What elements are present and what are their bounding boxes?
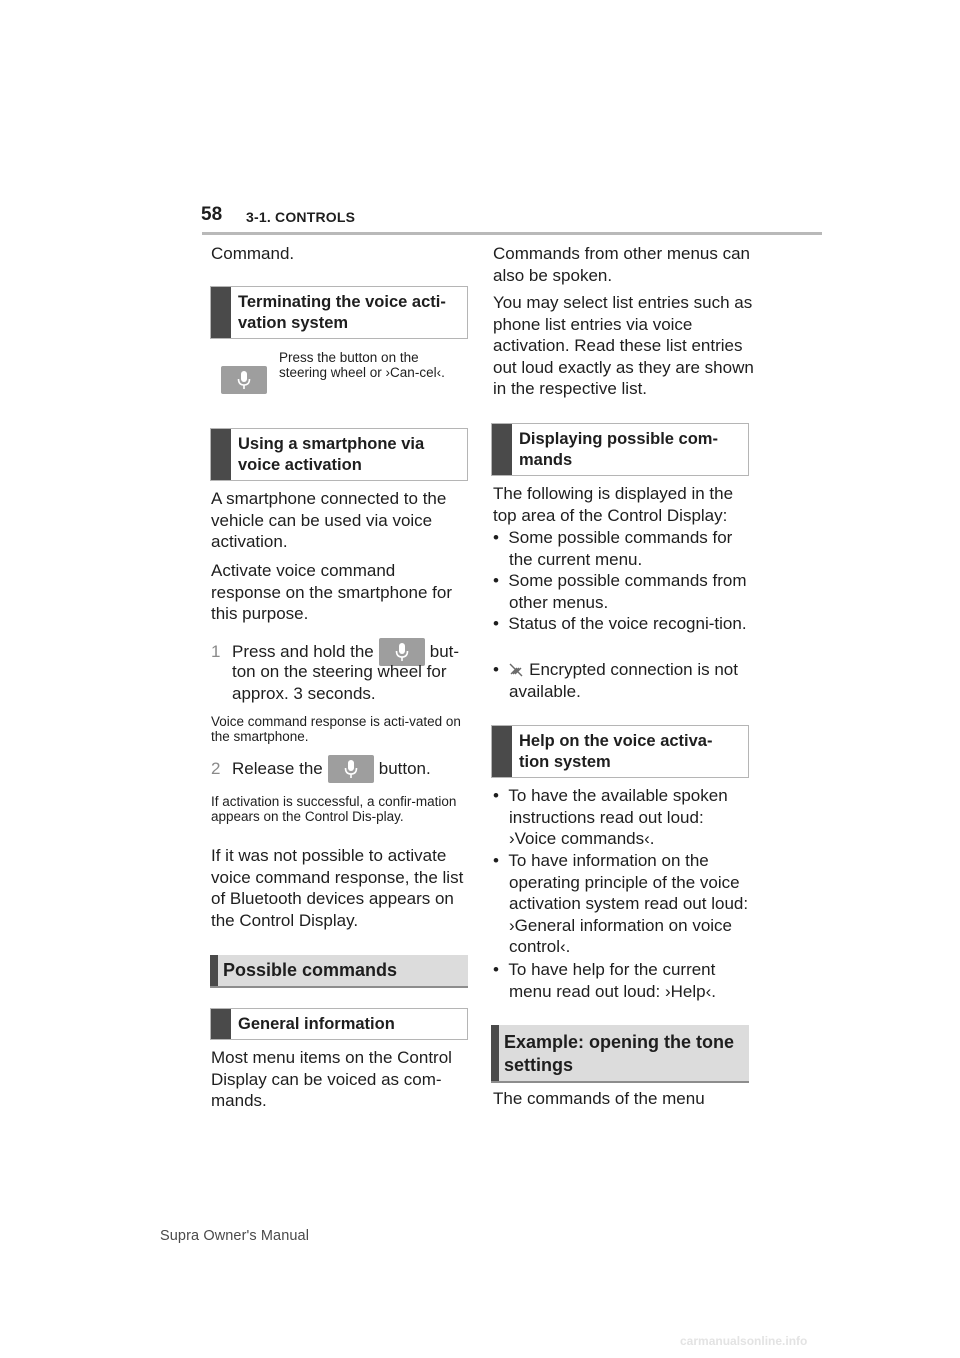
list-entries-para: You may select list entries such as phone list entries via voice activation. Read these list entries out loud exactly as they are shown in the respective list. — [493, 293, 754, 399]
header-rule — [202, 232, 822, 235]
step-2-text-post: button. — [378, 759, 431, 779]
footer-manual-title: Supra Owner's Manual — [160, 1228, 310, 1244]
example-para: The commands of the menu — [493, 1089, 705, 1108]
help-bullet-1: • To have the available spoken instructions read out loud: ›Voice commands‹. — [493, 786, 728, 849]
heading-terminate-text: Terminating the voice acti-vation system — [238, 293, 446, 332]
display-bullet-1-text: Some possible commands for the current menu. — [508, 528, 733, 569]
smartphone-para-1: A smartphone connected to the vehicle can be used via voice activation. — [211, 489, 447, 552]
step-2-number: 2 — [211, 759, 221, 779]
help-bullet-3: • To have help for the current menu read out loud: ›Help‹. — [493, 960, 716, 1001]
step-1-text-post: but- — [429, 642, 460, 662]
heading-bar — [211, 287, 231, 338]
heading-bar — [210, 955, 218, 986]
heading-displaying-text: Displaying possible com-mands — [519, 430, 718, 469]
step-1-text-pre: Press and hold the — [232, 642, 374, 662]
heading-example — [491, 1025, 749, 1083]
help-bullet-2-text: To have information on the operating principle of the voice activation system read out loud: ›General information on voice control‹. — [508, 851, 749, 957]
heading-bar — [492, 424, 512, 475]
heading-bar — [211, 429, 231, 480]
display-para: The following is displayed in the top area of the Control Display: — [493, 484, 734, 525]
microphone-icon — [237, 370, 251, 390]
step-2-line — [211, 754, 473, 784]
display-bullet-2: • Some possible commands from other menus. — [493, 571, 747, 612]
step-2-text-pre: Release the — [232, 759, 323, 779]
other-menus-para: Commands from other menus can also be spoken. — [493, 244, 750, 285]
display-bullet-2-text: Some possible commands from other menus. — [508, 571, 747, 612]
step-1-number: 1 — [211, 642, 221, 662]
step-2-note: If activation is successful, a confir-mation appears on the Control Dis-play. — [211, 794, 457, 824]
heading-help — [491, 725, 749, 778]
general-para: Most menu items on the Control Display can be voiced as com-mands. — [211, 1048, 452, 1111]
heading-bar — [211, 1009, 231, 1039]
smartphone-para-2: Activate voice command response on the smartphone for this purpose. — [211, 561, 452, 624]
voice-button-icon-step2 — [328, 755, 374, 783]
display-bullet-3: • Status of the voice recogni-tion. — [493, 614, 747, 633]
display-bullet-1: • Some possible commands for the current menu. — [493, 528, 733, 569]
heading-terminate — [210, 286, 468, 339]
heading-help-text: Help on the voice activa-tion system — [519, 732, 713, 771]
intro-text: Command. — [211, 244, 295, 263]
heading-bar — [492, 726, 512, 777]
heading-possible-commands-text: Possible commands — [223, 960, 398, 980]
terminate-text: Press the button on the steering wheel or ›Can-cel‹. — [279, 350, 445, 380]
voice-button-icon-terminate — [221, 366, 267, 394]
heading-bar — [491, 1025, 499, 1081]
crossed-out-encryption-icon — [508, 661, 524, 677]
section-title: 3-1. CONTROLS — [246, 209, 356, 225]
display-bullet-4: • Encrypted connection is not available. — [493, 660, 738, 701]
heading-general-info — [210, 1008, 468, 1040]
microphone-icon — [395, 642, 409, 662]
heading-smartphone — [210, 428, 468, 481]
heading-displaying — [491, 423, 749, 476]
heading-general-info-text: General information — [238, 1015, 395, 1033]
heading-example-text: Example: opening the tone settings — [504, 1032, 735, 1075]
help-bullet-3-text: To have help for the current menu read out loud: ›Help‹. — [508, 960, 716, 1001]
watermark: carmanualsonline.info — [680, 1334, 808, 1348]
help-bullet-2: • To have information on the operating principle of the voice activation system read out loud: ›General information on voice control‹. — [493, 851, 749, 957]
heading-possible-commands — [210, 955, 468, 988]
step-1-note: Voice command response is acti-vated on the smartphone. — [211, 714, 461, 744]
help-bullet-1-text: To have the available spoken instructions read out loud: ›Voice commands‹. — [508, 786, 728, 849]
heading-smartphone-text: Using a smartphone via voice activation — [238, 435, 425, 474]
step-1-continuation: ton on the steering wheel for approx. 3 seconds. — [232, 662, 447, 703]
page-number: 58 — [201, 204, 223, 225]
not-possible-para: If it was not possible to activate voice command response, the list of Bluetooth devices appears on the Control Display. — [211, 846, 464, 930]
display-bullet-3-text: Status of the voice recogni-tion. — [508, 614, 747, 633]
microphone-icon — [344, 759, 358, 779]
display-bullet-4-text: Encrypted connection is not available. — [509, 660, 738, 701]
